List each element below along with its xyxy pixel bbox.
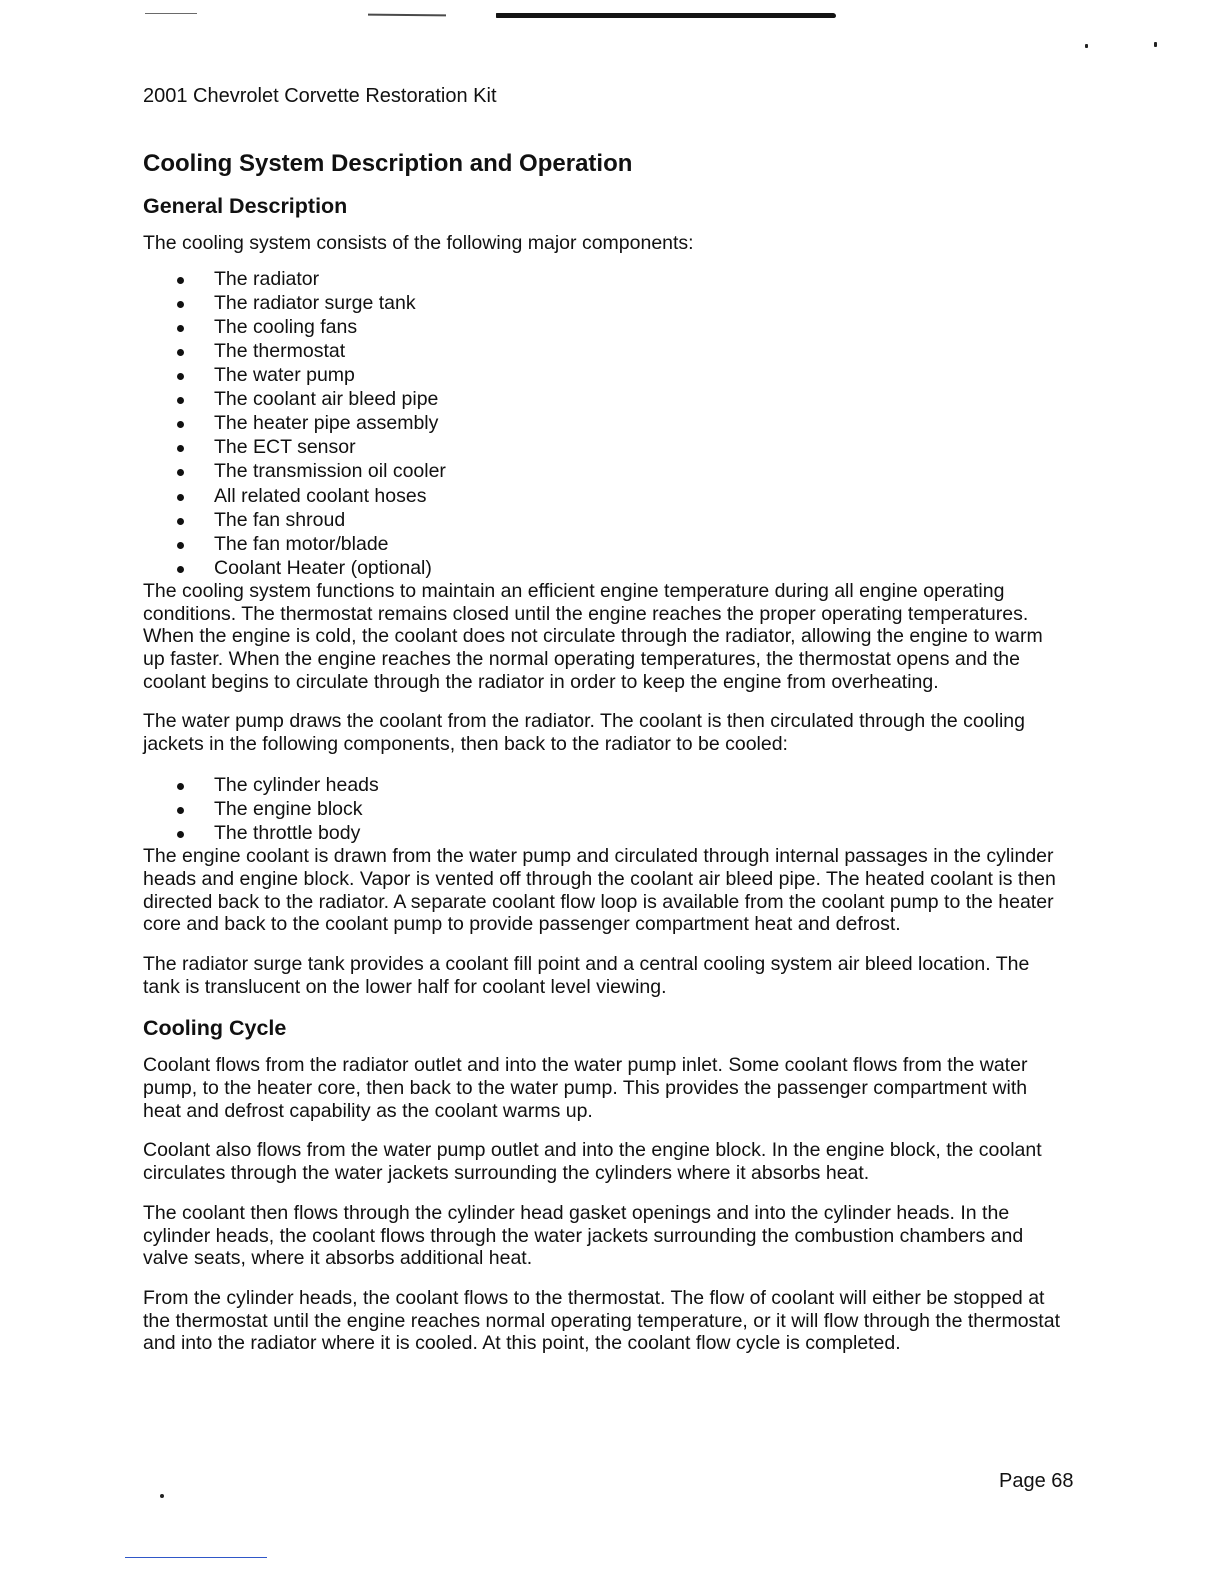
scan-artifact [125,1557,267,1558]
bullet-icon [177,325,184,332]
bullet-icon [177,566,184,573]
bullet-icon [177,542,184,549]
list-item: The transmission oil cooler [173,459,1068,483]
bullet-icon [177,494,184,501]
cycle-paragraph-4: From the cylinder heads, the coolant flows to the thermostat. The flow of coolant will either be stopped at the thermostat until the engine reaches normal operating temperature, or it will flow through the thermostat and into the radiator where it is cooled. At this point, the coolant flow cycle is completed. [143,1286,1060,1355]
list-item: The fan motor/blade [173,532,1068,556]
list-item: The cylinder heads [173,773,1068,797]
list-item: The fan shroud [173,508,1068,532]
bullet-icon [177,373,184,380]
surge-tank-paragraph: The radiator surge tank provides a coolant fill point and a central cooling system air bleed location. The tank is translucent on the lower half for coolant level viewing. [143,952,1030,998]
list-item: The heater pipe assembly [173,411,1068,435]
scan-artifact [1154,42,1157,47]
list-item: The coolant air bleed pipe [173,387,1068,411]
bullet-icon [177,445,184,452]
bullet-icon [177,349,184,356]
document-body [143,150,1068,1372]
list-item: The cooling fans [173,315,1068,339]
bullet-icon [177,301,184,308]
list-item: The ECT sensor [173,435,1068,459]
list-item: The radiator surge tank [173,291,1068,315]
bullet-icon [177,518,184,525]
list-item: The water pump [173,363,1068,387]
bullet-icon [177,783,184,790]
components-intro: The cooling system consists of the following major components: [143,232,694,254]
scan-artifact [160,1494,164,1498]
scan-artifact [368,14,446,17]
components-list [143,267,1068,580]
water-pump-paragraph: The water pump draws the coolant from the radiator. The coolant is then circulated through the cooling jackets in the following components, then back to the radiator to be cooled: [143,710,1025,756]
coolant-flow-paragraph: The engine coolant is drawn from the water pump and circulated through internal passages in the cylinder heads and engine block. Vapor is vented off through the coolant air bleed pipe. The heated coolant is then directed back to the radiator. A separate coolant flow loop is available from the coolant pump to the heater core and back to the coolant pump to provide passenger compartment heat and defrost. [143,845,1056,936]
bullet-icon [177,469,184,476]
general-description-heading: General Description [143,194,348,218]
bullet-icon [177,397,184,404]
cycle-paragraph-3: The coolant then flows through the cylinder head gasket openings and into the cylinder heads. In the cylinder heads, the coolant flows through the water jackets surrounding the combustion chambers and valve seats, where it absorbs additional heat. [143,1201,1024,1270]
list-item: All related coolant hoses [173,484,1068,508]
section-title: Cooling System Description and Operation [143,150,633,177]
list-item: The throttle body [173,821,1068,845]
scan-artifact [145,13,197,14]
list-item: The thermostat [173,339,1068,363]
bullet-icon [177,421,184,428]
list-item: The radiator [173,267,1068,291]
bullet-icon [177,831,184,838]
page-number: Page 68 [999,1470,1074,1492]
function-paragraph: The cooling system functions to maintain an efficient engine temperature during all engine operating conditions. The thermostat remains closed until the engine reaches the proper operating temperatures. When the engine is cold, the coolant does not circulate through the radiator, allowing the engine to warm up faster. When the engine reaches the normal operating temperatures, the thermostat opens and the coolant begins to circulate through the radiator in order to keep the engine from overheating. [143,579,1043,693]
list-item: The engine block [173,797,1068,821]
cooling-cycle-heading: Cooling Cycle [143,1016,287,1041]
bullet-icon [177,277,184,284]
cycle-paragraph-2: Coolant also flows from the water pump outlet and into the engine block. In the engine block, the coolant circulates through the water jackets surrounding the cylinders where it absorbs heat. [143,1139,1042,1185]
list-item: Coolant Heater (optional) [173,556,1068,580]
document-header: 2001 Chevrolet Corvette Restoration Kit [143,85,497,107]
cycle-paragraph-1: Coolant flows from the radiator outlet and into the water pump inlet. Some coolant flows from the water pump, to the heater core, then back to the water pump. This provides the passenger compartment with heat and defrost capability as the coolant warms up. [143,1054,1028,1122]
scan-artifact [496,13,836,18]
jacket-components-list [143,773,1068,845]
scan-artifact [1085,44,1088,48]
bullet-icon [177,807,184,814]
